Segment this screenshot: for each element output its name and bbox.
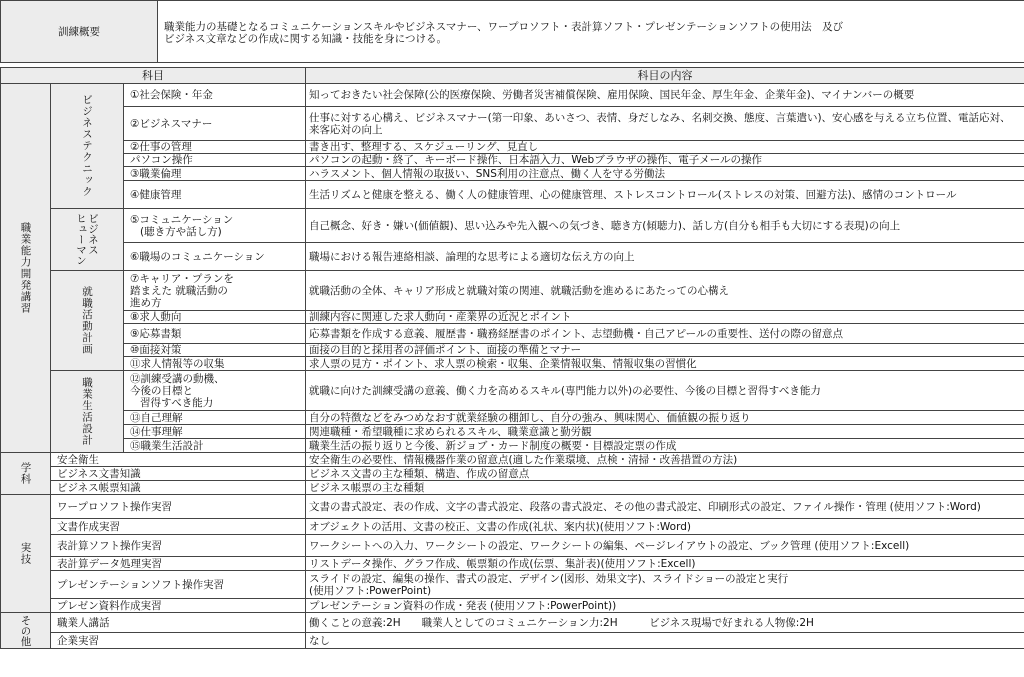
subject-r14-line1: ⑫訓練受講の動機、	[130, 372, 225, 385]
subject-r1: ①社会保険・年金	[124, 84, 306, 107]
group-career-design	[51, 371, 124, 453]
content-r14: 就職に向けた訓練受講の意義、働く力を高めるスキル(専門能力以外)の必要性、今後の目標と習得すべき能力	[306, 371, 1024, 411]
content-r18: 安全衛生の必要性、情報機器作業の留意点(適した作業環境、点検・清掃・改善措置の方法)	[306, 453, 1024, 467]
subject-r19: ビジネス文書知識	[51, 467, 306, 481]
subject-r9-line2: 踏まえた 就職活動の	[130, 284, 228, 297]
content-r11: 応募書類を作成する意義、履歴書・職務経歴書のポイント、志望動機・自己アピールの重要性、送付の際の留意点	[306, 324, 1024, 344]
section-sonota-label: その他	[19, 614, 32, 647]
content-r7: 自己概念、好き・嫌い(価値観)、思い込みや先入観への気づき、聴き方(傾聴力)、話し方(自分も相手も大切にする表現)の向上	[306, 209, 1024, 243]
group-job-hunting	[51, 271, 124, 371]
content-r8: 職場における報告連絡相談、論理的な思考による適切な伝え方の向上	[306, 243, 1024, 271]
group-business-human-label-b: ヒューマン	[75, 213, 87, 266]
content-r4: パソコンの起動・終了、キーボード操作、日本語入力、Webブラウザの操作、電子メールの操作	[306, 154, 1024, 167]
group-business-technique-label: ビジネステクニック	[81, 94, 93, 198]
subject-r21: ワープロソフト操作実習	[51, 495, 306, 519]
subject-r5: ③職業倫理	[124, 167, 306, 181]
content-r2-line2: 来客応対の向上	[309, 123, 383, 136]
content-r28: なし	[306, 633, 1024, 649]
subject-r28: 企業実習	[51, 633, 306, 649]
subject-r13: ⑪求人情報等の収集	[124, 357, 306, 371]
subject-r9-line1: ⑦キャリア・プランを	[130, 272, 234, 285]
content-r22: オブジェクトの活用、文書の校正、文書の作成(礼状、案内状)(使用ソフト:Word)	[306, 519, 1024, 535]
content-r24: リストデータ操作、グラフ作成、帳票類の作成(伝票、集計表)(使用ソフト:Excell)	[306, 557, 1024, 571]
subject-r3: ②仕事の管理	[124, 141, 306, 154]
content-r27: 働くことの意義:2H 職業人としてのコミュニケーション力:2H ビジネス現場で好まれる人物像:2H	[306, 613, 1024, 633]
content-r20: ビジネス帳票の主な種類	[306, 481, 1024, 495]
subject-r14-line3: 習得すべき能力	[140, 396, 214, 409]
group-business-technique	[51, 84, 124, 209]
section-gakka-label: 学科	[19, 462, 32, 485]
content-r26: プレゼンテーション資料の作成・発表 (使用ソフト:PowerPoint))	[306, 599, 1024, 613]
subject-r11: ⑨応募書類	[124, 324, 306, 344]
overview-text	[158, 1, 1024, 63]
content-r15: 自分の特徴などをみつめなおす就業経験の棚卸し、自分の強み、興味関心、価値観の振り返り	[306, 411, 1024, 425]
subject-r10: ⑧求人動向	[124, 311, 306, 324]
subject-r27: 職業人講話	[51, 613, 306, 633]
content-r25-line2: (使用ソフト:PowerPoint)	[309, 584, 432, 597]
subject-r4: パソコン操作	[124, 154, 306, 167]
subject-r23: 表計算ソフト操作実習	[51, 535, 306, 557]
section-vocational-label: 職業能力開発講習	[19, 222, 32, 314]
subject-r7	[124, 209, 306, 243]
header-content: 科目の内容	[306, 68, 1024, 84]
subject-r12: ⑩面接対策	[124, 344, 306, 357]
content-r19: ビジネス文書の主な種類、構造、作成の留意点	[306, 467, 1024, 481]
content-r12: 面接の目的と採用者の評価ポイント、面接の準備とマナー	[306, 344, 1024, 357]
subject-r9	[124, 271, 306, 311]
subject-r18: 安全衛生	[51, 453, 306, 467]
section-sonota	[1, 613, 51, 649]
content-r17: 職業生活の振り返りと今後、新ジョブ・カード制度の概要・目標設定票の作成	[306, 439, 1024, 453]
overview-text-line1: 職業能力の基礎となるコミュニケーションスキルやビジネスマナー、ワープロソフト・表計算ソフト・プレゼンテーションソフトの使用法 及び	[164, 21, 844, 33]
training-overview-table	[0, 0, 1024, 63]
curriculum-table	[0, 67, 1024, 649]
subject-r20: ビジネス帳票知識	[51, 481, 306, 495]
content-r25	[306, 571, 1024, 599]
subject-r2: ②ビジネスマナー	[124, 107, 306, 141]
subject-r24: 表計算データ処理実習	[51, 557, 306, 571]
subject-r26: プレゼン資料作成実習	[51, 599, 306, 613]
content-r5: ハラスメント、個人情報の取扱い、SNS利用の注意点、働く人を守る労働法	[306, 167, 1024, 181]
overview-text-line2: ビジネス文章などの作成に関する知識・技能を身につける。	[164, 33, 447, 45]
subject-r6: ④健康管理	[124, 181, 306, 209]
content-r6: 生活リズムと健康を整える、働く人の健康管理、心の健康管理、ストレスコントロール(ストレスの対策、回避方法)、感情のコントロール	[306, 181, 1024, 209]
section-gakka	[1, 453, 51, 495]
subject-r9-line3: 進め方	[130, 296, 162, 309]
content-r2-line1: 仕事に対する心構え、ビジネスマナー(第一印象、あいさつ、表情、身だしなみ、名刺交換、態度、言葉遣い)、安心感を与える立ち位置、電話応対、	[309, 111, 1011, 124]
content-r16: 関連職種・希望職種に求められるスキル、職業意識と勤労観	[306, 425, 1024, 439]
content-r1: 知っておきたい社会保障(公的医療保険、労働者災害補償保険、雇用保険、国民年金、厚生年金、企業年金)、マイナンバーの概要	[306, 84, 1024, 107]
content-r10: 訓練内容に関連した求人動向・産業界の近況とポイント	[306, 311, 1024, 324]
subject-r25: プレゼンテーションソフト操作実習	[51, 571, 306, 599]
content-r3: 書き出す、整理する、スケジューリング、見直し	[306, 141, 1024, 154]
subject-r7-line1: ⑤コミュニケーション	[130, 213, 234, 226]
subject-r15: ⑬自己理解	[124, 411, 306, 425]
section-jitsugi	[1, 495, 51, 613]
group-business-human-label-a: ビジネス	[87, 213, 99, 256]
content-r23: ワークシートへの入力、ワークシートの設定、ワークシートの編集、ページレイアウトの設定、ブック管理 (使用ソフト:Excell)	[306, 535, 1024, 557]
content-r9: 就職活動の全体、キャリア形成と就職対策の関連、就職活動を進めるにあたっての心構え	[306, 271, 1024, 311]
subject-r7-line2: (聴き方や話し方)	[140, 225, 222, 238]
subject-r8: ⑥職場のコミュニケーション	[124, 243, 306, 271]
section-vocational	[1, 84, 51, 453]
header-subject: 科目	[1, 68, 306, 84]
content-r25-line1: スライドの設定、編集の操作、書式の設定、デザイン(図形、効果文字)、スライドショーの設定と実行	[309, 572, 789, 585]
subject-r16: ⑭仕事理解	[124, 425, 306, 439]
subject-r22: 文書作成実習	[51, 519, 306, 535]
group-business-human	[51, 209, 124, 271]
content-r13: 求人票の見方・ポイント、求人票の検索・収集、企業情報収集、情報収集の習慣化	[306, 357, 1024, 371]
content-r21: 文書の書式設定、表の作成、文字の書式設定、段落の書式設定、その他の書式設定、印刷形式の設定、ファイル操作・管理 (使用ソフト:Word)	[306, 495, 1024, 519]
subject-r14	[124, 371, 306, 411]
content-r2	[306, 107, 1024, 141]
group-job-hunting-label: 就職活動計画	[81, 286, 93, 355]
subject-r14-line2: 今後の目標と	[130, 384, 193, 397]
section-jitsugi-label: 実技	[19, 542, 32, 565]
overview-label: 訓練概要	[1, 1, 158, 63]
subject-r17: ⑮職業生活設計	[124, 439, 306, 453]
group-career-design-label: 職業生活設計	[81, 377, 93, 446]
